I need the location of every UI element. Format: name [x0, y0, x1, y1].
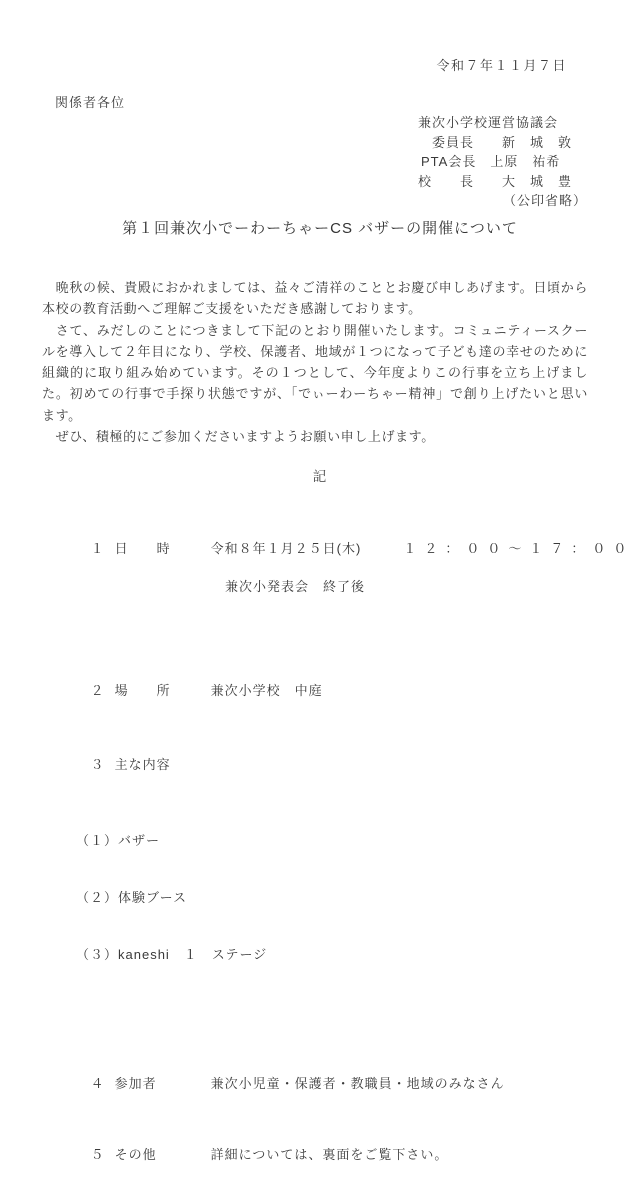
subitem-bazaar: （１）バザー	[76, 833, 161, 848]
item-subitems	[63, 793, 634, 1002]
item-value-time: １２：００～１７：００	[403, 541, 635, 556]
item-number: ２	[90, 683, 105, 698]
item-number: ５	[90, 1147, 105, 1162]
item-number: ３	[90, 757, 105, 772]
item-other	[63, 1126, 634, 1183]
paragraph-closing: ぜひ、積極的にご参加くださいますようお願い申し上げます。	[42, 429, 435, 445]
sender-official-pta-president: PTA会長 上原 祐希	[421, 154, 561, 169]
seal-omitted-note: （公印省略）	[503, 193, 588, 208]
record-mark: 記	[312, 469, 328, 484]
addressee: 関係者各位	[55, 95, 126, 110]
item-datetime-note: 兼次小発表会 終了後	[225, 579, 366, 594]
sender-organization: 兼次小学校運営協議会	[418, 115, 559, 130]
item-participants	[63, 1055, 634, 1112]
item-number: ４	[90, 1076, 105, 1091]
paragraph-greeting: 晩秋の候、貴殿におかれましては、益々ご清祥のこととお慶び申しあげます。日頃から本校の教育活動へご理解ご支援をいただき感謝しております。	[42, 280, 588, 317]
item-label: 場 所	[114, 683, 171, 698]
item-value: 兼次小学校 中庭	[210, 683, 323, 698]
item-label: 日 時	[114, 541, 171, 556]
document-title: 第１回兼次小でーわーちゃーCS バザーの開催について	[122, 220, 518, 237]
item-main-contents	[63, 736, 634, 1040]
notice-items	[63, 520, 634, 1183]
item-value: 詳細については、裏面をご覧下さい。	[210, 1147, 449, 1162]
item-label: その他	[114, 1147, 157, 1162]
sender-block	[418, 113, 587, 211]
sender-official-chairperson: 委員長 新 城 敦	[432, 134, 573, 150]
item-place	[63, 662, 634, 719]
document-date: 令和７年１１月７日	[436, 58, 567, 73]
item-label: 参加者	[114, 1076, 157, 1091]
sender-official-principal: 校 長 大 城 豊	[418, 173, 573, 189]
item-number: １	[90, 541, 105, 556]
item-value: 兼次小児童・保護者・教職員・地域のみなさん	[210, 1076, 505, 1091]
subitem-stage: （３）kaneshi １ ステージ	[76, 947, 268, 962]
item-label: 主な内容	[114, 757, 171, 772]
item-value-date: 令和８年１月２５日(木)	[210, 541, 362, 556]
subitem-experience-booth: （２）体験ブース	[76, 890, 187, 905]
item-datetime	[63, 520, 634, 634]
paragraph-main: さて、みだしのことにつきまして下記のとおり開催いたします。コミュニティースクールを導入して２年目になり、学校、保護者、地域が１つになって子ども達の幸せのために組織的に取り組み始めています。その１つとして、今年度よりこの行事を立ち上げました。初めての行事で手探り状態ですが、「でぃーわーちゃー精神」で創り上げたいと思います。	[42, 322, 588, 423]
body-text	[42, 277, 588, 447]
